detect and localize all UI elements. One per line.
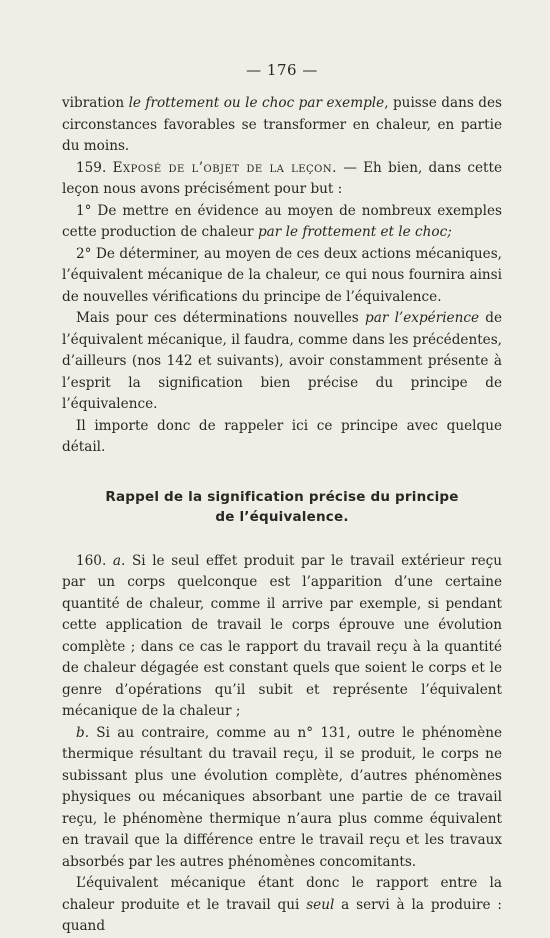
paragraph-importe <box>62 416 502 459</box>
section-number: 159. <box>76 159 113 176</box>
section-title-line-2: de l’équivalence. <box>215 508 349 525</box>
section-number: 160. <box>76 552 113 569</box>
paragraph-mais <box>62 308 502 416</box>
text: Si le seul effet produit par le travail extérieur reçu par un corps quelconque est l’apparition d’une certaine quantité de chaleur, comme il arrive par exemple, si pendant cette application de travail le corps éprouve une évolution complète ; dans ce cas le rapport du travail reçu à la quantité de chaleur dégagée est constant quels que soient le corps et le genre d’opérations qu’il subit et représente l’équivalent mécanique de la chaleur ; <box>62 552 503 719</box>
item-label: b. <box>76 724 90 741</box>
paragraph-equivalent <box>62 873 502 938</box>
section-title-line-1: Rappel de la signification précise du principe <box>105 488 459 505</box>
text: , puisse dans des circonstances favorables se transformer en chaleur, en partie du moins. <box>62 95 502 154</box>
paragraph-160 <box>62 551 502 723</box>
paragraph-goal-2 <box>62 244 502 309</box>
italic-text: par le frottement et le choc; <box>257 224 452 240</box>
text: L’équivalent mécanique étant donc le rapport entre la chaleur produite et le travail qui <box>62 875 502 913</box>
italic-text: seul <box>306 896 335 913</box>
italic-text: par l’expérience <box>365 310 480 326</box>
item-label: a. <box>112 552 126 569</box>
paragraph-159 <box>62 158 502 201</box>
section-heading: Exposé de l’objet de la leçon. <box>112 159 337 176</box>
text: de l’équivalent mécanique, il faudra, comme dans les précédentes, d’ailleurs (nos 142 et suivants), avoir constamment présente à l’esprit la signification bien précise du principe de l’équivalence. <box>62 310 503 412</box>
paragraph-b <box>62 723 502 874</box>
section-title <box>62 487 502 527</box>
text: 1° De mettre en évidence au moyen de nombreux exemples cette production de chaleur <box>62 202 502 240</box>
paragraph-goal-1 <box>62 201 502 244</box>
text: vibration <box>62 95 129 111</box>
text: — Eh bien, dans cette leçon nous avons précisément pour but : <box>62 159 503 197</box>
text: 2° De déterminer, au moyen de ces deux actions mécaniques, l’équivalent mécanique de la chaleur, ce qui nous fournira ainsi de nouvelles vérifications du principe de l’équivalence. <box>62 245 502 305</box>
page-number: — 176 — <box>246 61 318 79</box>
text: Si au contraire, comme au n° 131, outre le phénomène thermique résultant du travail reçu, il se produit, le corps ne subissant plus une évolution complète, d’autres phénomènes physiques ou mécaniques absorbant une partie de ce travail reçu, le phénomène thermique n’aura plus comme équivalent en travail que la différence entre le travail reçu et les travaux absorbés par les autres phénomènes concomitants. <box>62 724 502 870</box>
paragraph-continuation <box>62 93 502 158</box>
text: a servi à la produire : quand <box>62 896 502 934</box>
text: Il importe donc de rappeler ici ce principe avec quelque détail. <box>62 417 502 455</box>
text: Mais pour ces déterminations nouvelles <box>76 310 366 326</box>
italic-text: le frottement ou le choc par exemple <box>128 95 385 111</box>
